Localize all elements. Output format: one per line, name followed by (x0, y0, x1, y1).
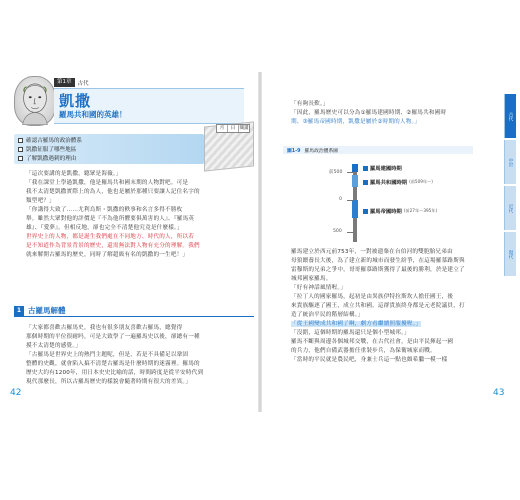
chapter-label: 古代 (77, 80, 89, 87)
timeline-tick: 500 (333, 229, 342, 234)
chapter-side-tabs (502, 72, 516, 312)
checkbox-icon[interactable] (18, 138, 23, 143)
right-top-text: 「有夠長歎。」 「因此，羅馬歷史可以分為①羅馬建國時期、②羅馬共和國時 期、③羅馬帝國時期，凱撒是屬於②時期的人物。」 (291, 101, 447, 125)
timeline-segment-empire (352, 200, 358, 218)
book-gutter (258, 72, 262, 412)
caesar-portrait-icon (14, 76, 56, 126)
left-page (4, 72, 259, 412)
section-body: 「大家都喜歡古羅馬史，我也有很多朋友喜歡古羅馬，總覺得 那個時期的平位很耐吗，可是大致學了一遍羅馬史以後，卻總有一種 摸不太清楚的感覺。」 「古羅馬是世界史上的熱門主題呢，但是，若是不具備足以鞏固 整體的史觀，就會陷入搞不清楚古羅馬是什麼時期的迷霧裡。羅馬的 歷史大約有1200年，用日本史史比喻的話，時間跨度是從平安時代到 現代那麼長，所以古羅馬歷史的樣貌會隨著時期有很大的差異。」 (26, 325, 204, 385)
chapter-number: 第1章 (54, 78, 75, 87)
figure-title: 羅馬政治體系圖 (304, 148, 339, 154)
timeline-tick: 0 (339, 197, 342, 202)
timeline-label: 羅馬共和國時期 (前509年～) (363, 178, 433, 186)
timeline-tick: 前500 (329, 170, 343, 175)
chapter-tag (54, 78, 89, 87)
page-number-left: 42 (10, 388, 22, 398)
timeline-label: 羅馬建國時期 (363, 164, 402, 172)
side-tab[interactable]: 中世 (504, 140, 516, 184)
side-tab[interactable]: 古代 (504, 94, 516, 138)
person-name: 凱撒 (59, 92, 92, 110)
figure-number: 圖1-9 (287, 148, 301, 154)
intro-text: 「這次要講的是凱撒，聽眾是海薇。」 「我在課堂上學過凱撒，他是羅馬共和國末期的人物對吧。可是 我不太清楚凱撒實際上的為人，他也是屬於那種只要讓人記住名字的 類型吧？」 「你講得大致了……尤利烏斯・凱撒的軼事和名言多得不勝枚 舉。雖然大眾對他的評價是『不為他所懼要俱萬害的人』、『羅馬英 雄』、『愛夢』。但相反地，卻也完全不清楚他究竟是什麼樣。」 世界史上的人物，都是誕生我們處在不同地方、時代的人，所以若 是不知道作為背景背景的歷史，還需無法對人物有充分的理解。我們 就來解開古羅馬的歷史，同時了解超級有名的凱撒的一生吧！」 (26, 171, 200, 258)
timeline-segment-founding (352, 164, 358, 172)
section-title: 古羅馬解體 (28, 306, 66, 315)
side-tab[interactable]: 現代 (504, 232, 516, 276)
timeline-segment-republic (352, 175, 358, 187)
checklist-item: 凱撒征服了哪些地區 (18, 145, 76, 153)
checklist-item: 確認古羅馬的政治體系 (18, 136, 82, 144)
checkbox-icon[interactable] (18, 156, 23, 161)
checkbox-icon[interactable] (18, 147, 23, 152)
section-header (14, 305, 254, 317)
timeline-label: 羅馬帝國時期 (前27年～395年) (363, 207, 437, 215)
page-number-right: 43 (493, 388, 505, 398)
section-number: 1 (14, 306, 24, 316)
checklist-item: 了解凱撒遇刺的理由 (18, 154, 76, 162)
right-body-text: 羅馬建立於西元前753年，一對被遺棄在台伯河的雙胞胎兄弟由 母狼餵養長大後，為了建立新的城市而發生紛爭，在這場羅慕路斯與 雷穆斯的兄弟之爭中，哥哥羅慕路斯獲得了最後的勝利，於是建立了 城邦國家羅馬。 「好有神話風情喔。」 「拉丁人的國家羅馬，起初是由異族伊特拉斯坎人擔任國王，後 來貴族驅逐了國王，成立共和國，這群貴族終身都是元老院議員，打 造了統治平民的階層結構。」 「從王國變成共和國了啊，劇方看繼續照服擾喔。」 「沒錯，這個時期的羅馬還只是個小型城邦。」 羅馬不斷與周邊各個城邦交戰，在古代社會，是由平民揮起一國 的兵力，他們自備武器擔任重裝步兵，為保衛城家而戰。 「當時的平民就是農民吧，身兼士兵這一點也頗希臘一模一樣 (291, 249, 465, 363)
side-tab[interactable]: 近代 (504, 186, 516, 230)
reading-date-box: 月 日 閱讀 (216, 124, 250, 133)
right-page (261, 72, 516, 412)
figure-caption (283, 146, 473, 154)
person-subtitle: 羅馬共和國的英雄！ (59, 110, 127, 119)
